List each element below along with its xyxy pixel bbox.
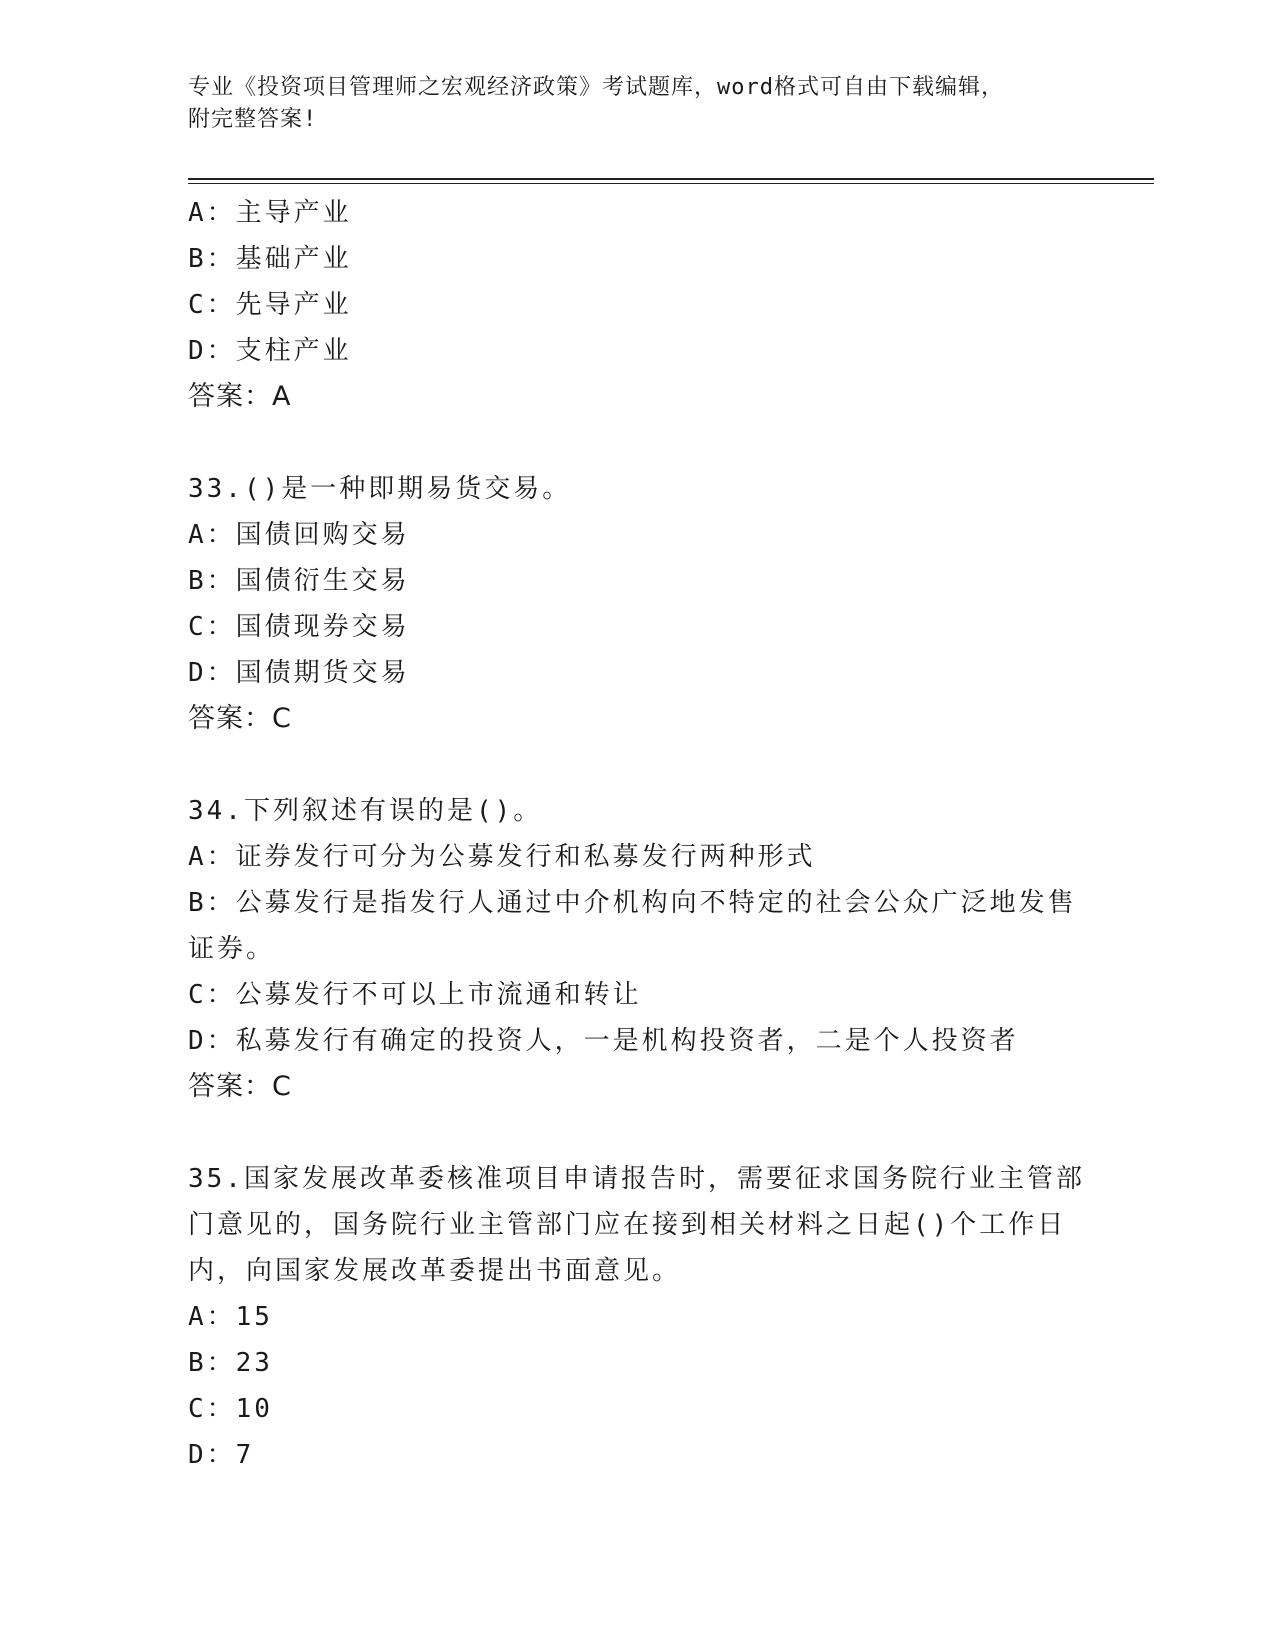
answer-line: 答案：A: [188, 381, 292, 412]
question-34: [188, 788, 1088, 1110]
header-line-1: 专业《投资项目管理师之宏观经济政策》考试题库，word格式可自由下载编辑，: [188, 75, 1004, 100]
option-c: C：先导产业: [188, 290, 352, 320]
spacer: [188, 742, 1088, 788]
header-divider: [188, 178, 1154, 184]
divider-thin: [188, 183, 1154, 184]
question-text-line-2: 门意见的，国务院行业主管部门应在接到相关材料之日起()个工作日: [188, 1210, 1067, 1240]
spacer: [188, 1110, 1088, 1156]
option-d: D：国债期货交易: [188, 658, 410, 688]
question-35: [188, 1156, 1088, 1478]
question-text-line-1: 35.国家发展改革委核准项目申请报告时，需要征求国务院行业主管部: [188, 1164, 1085, 1194]
divider-thick: [188, 178, 1154, 180]
option-d: D：7: [188, 1440, 255, 1470]
header-line-2: 附完整答案!: [188, 107, 318, 132]
option-c: C：公募发行不可以上市流通和转让: [188, 980, 642, 1010]
option-c: C：10: [188, 1394, 273, 1424]
option-a: A：15: [188, 1302, 273, 1332]
option-a: A：国债回购交易: [188, 520, 410, 550]
answer-line: 答案：C: [188, 1071, 292, 1102]
question-list: [188, 190, 1088, 1478]
option-b-continued: 证券。: [188, 934, 276, 964]
option-d: D：私募发行有确定的投资人，一是机构投资者，二是个人投资者: [188, 1026, 1019, 1056]
option-b: B：基础产业: [188, 244, 352, 274]
question-text: 34.下列叙述有误的是()。: [188, 796, 543, 826]
question-33: [188, 466, 1088, 742]
option-c: C：国债现券交易: [188, 612, 410, 642]
question-text: 33.()是一种即期易货交易。: [188, 474, 572, 504]
option-d: D：支柱产业: [188, 336, 352, 366]
option-a: A：证券发行可分为公募发行和私募发行两种形式: [188, 842, 816, 872]
answer-line: 答案：C: [188, 703, 292, 734]
question-text-line-3: 内，向国家发展改革委提出书面意见。: [188, 1256, 682, 1286]
option-b: B：国债衍生交易: [188, 566, 410, 596]
document-header: [188, 72, 1068, 136]
option-b: B：23: [188, 1348, 273, 1378]
spacer: [188, 420, 1088, 466]
option-a: A：主导产业: [188, 198, 352, 228]
option-b: B：公募发行是指发行人通过中介机构向不特定的社会公众广泛地发售: [188, 888, 1077, 918]
question-32: [188, 190, 1088, 420]
